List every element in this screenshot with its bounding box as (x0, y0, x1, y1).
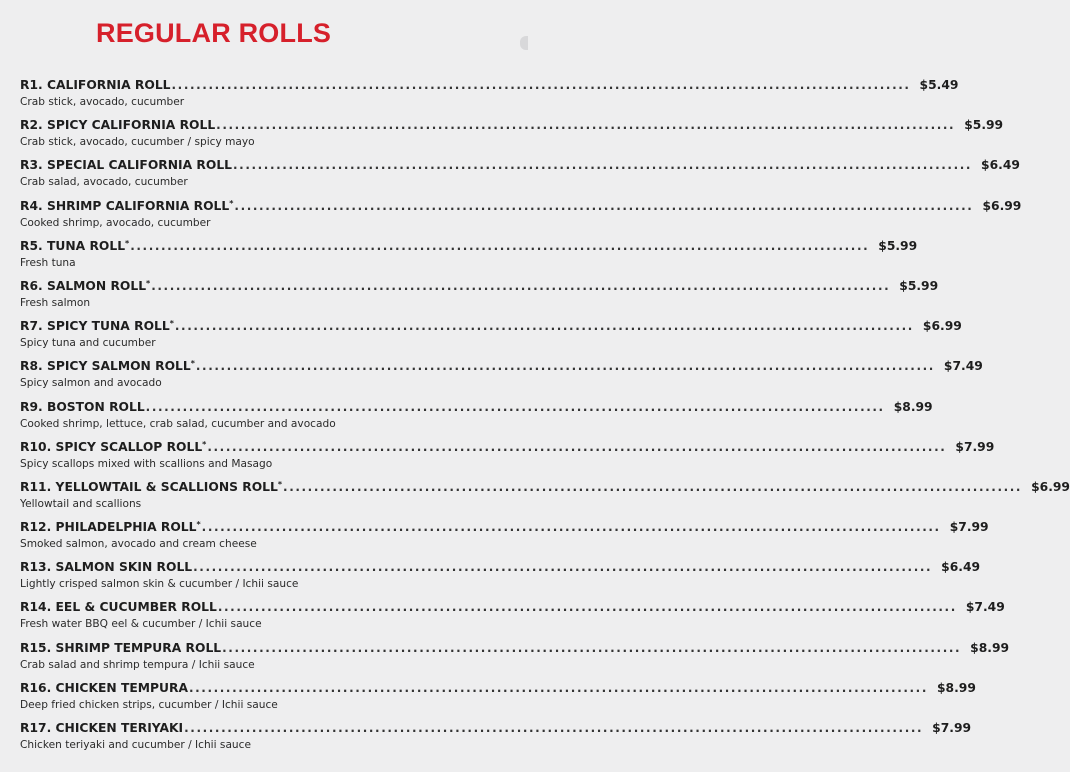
dot-leader: ........................................................................................................................ (207, 439, 947, 454)
item-price: $7.49 (965, 600, 1005, 615)
item-description: Deep fried chicken strips, cucumber / Ichii sauce (20, 698, 278, 711)
menu-item-row (20, 319, 962, 337)
dot-leader: ........................................................................................................................ (201, 520, 941, 535)
item-name-text: R15. SHRIMP TEMPURA ROLL (20, 640, 222, 655)
menu-item-row (20, 278, 939, 297)
menu-item-row (20, 721, 972, 739)
menu-item-row (20, 479, 1070, 498)
menu-item (20, 520, 989, 560)
item-name (20, 600, 217, 614)
menu-list (20, 78, 1070, 761)
dot-leader: ........................................................................................................................ (145, 399, 885, 414)
raw-indicator: * (146, 278, 151, 288)
menu-item (20, 479, 1070, 520)
item-price: $5.99 (964, 118, 1004, 133)
item-description: Crab stick, avocado, cucumber / spicy mayo (20, 136, 255, 149)
item-price: $6.99 (922, 319, 962, 334)
raw-indicator: * (190, 359, 195, 369)
item-description: Chicken teriyaki and cucumber / Ichii sauce (20, 739, 251, 751)
menu-item-row (20, 560, 981, 578)
menu-item (20, 721, 972, 761)
menu-item-row (20, 439, 995, 458)
menu-item (20, 399, 933, 440)
raw-indicator: * (169, 319, 174, 329)
dot-leader: ........................................................................................................................ (151, 278, 891, 293)
item-description: Spicy tuna and cucumber (20, 337, 156, 350)
menu-item-row (20, 600, 1005, 618)
dot-leader: ........................................................................................................................ (217, 600, 957, 615)
item-description: Crab stick, avocado, cucumber (20, 96, 185, 108)
menu-item (20, 278, 939, 319)
item-name (20, 520, 201, 534)
page-title: REGULAR ROLLS (96, 18, 332, 48)
menu-item (20, 600, 1005, 640)
item-name (20, 78, 171, 92)
item-description: Smoked salmon, avocado and cream cheese (20, 538, 257, 551)
menu-item (20, 78, 959, 118)
item-description: Fresh water BBQ eel & cucumber / Ichii sauce (20, 618, 262, 631)
item-name (20, 400, 145, 414)
dot-leader: ........................................................................................................................ (234, 198, 974, 213)
item-price: $8.99 (893, 399, 933, 414)
dot-leader: ........................................................................................................................ (233, 158, 973, 173)
item-description: Crab salad, avocado, cucumber (20, 176, 188, 189)
raw-indicator: * (202, 439, 207, 449)
item-name (20, 279, 150, 293)
item-name-text: R10. SPICY SCALLOP ROLL (20, 439, 203, 454)
item-description: Spicy salmon and avocado (20, 377, 162, 390)
item-name (20, 641, 221, 655)
item-price: $7.99 (949, 520, 989, 535)
menu-item (20, 680, 976, 721)
menu-item-row (20, 399, 933, 418)
item-name-text: R14. EEL & CUCUMBER ROLL (20, 600, 217, 615)
item-description: Cooked shrimp, avocado, cucumber (20, 216, 211, 229)
menu-item (20, 319, 962, 359)
dot-leader: ........................................................................................................................ (195, 359, 935, 374)
item-price: $6.49 (941, 560, 981, 575)
item-price: $6.49 (981, 158, 1020, 173)
item-name (20, 319, 174, 333)
item-price: $6.99 (982, 198, 1022, 213)
dot-leader: ........................................................................................................................ (130, 238, 870, 253)
raw-indicator: * (229, 198, 234, 208)
item-name-text: R1. CALIFORNIA ROLL (20, 78, 171, 92)
item-name-text: R2. SPICY CALIFORNIA ROLL (20, 118, 216, 133)
item-description: Yellowtail and scallions (20, 497, 142, 510)
item-description: Lightly crisped salmon skin & cucumber / Ichii sauce (20, 578, 299, 591)
item-name (20, 118, 215, 132)
menu-item-row (20, 118, 1004, 136)
item-name-text: R12. PHILADELPHIA ROLL (20, 520, 197, 535)
menu-item (20, 359, 983, 399)
menu-item-row (20, 640, 1010, 659)
item-name (20, 199, 233, 213)
menu-item-row (20, 158, 1020, 176)
item-name (20, 440, 206, 454)
item-name-text: R3. SPECIAL CALIFORNIA ROLL (20, 158, 233, 173)
item-name-text: R13. SALMON SKIN ROLL (20, 560, 193, 575)
item-name (20, 480, 282, 494)
raw-indicator: * (277, 479, 283, 489)
dot-leader: ........................................................................................................................ (188, 680, 928, 695)
menu-item-row (20, 238, 918, 257)
item-price: $8.99 (970, 640, 1010, 655)
menu-item-row (20, 78, 959, 96)
raw-indicator: * (196, 520, 201, 530)
item-name-text: R17. CHICKEN TERIYAKI (20, 721, 184, 735)
dot-leader: ........................................................................................................................ (171, 78, 911, 92)
item-name-text: R8. SPICY SALMON ROLL (20, 359, 191, 374)
dot-leader: ........................................................................................................................ (184, 721, 924, 735)
menu-item (20, 198, 1022, 239)
item-price: $6.99 (1031, 479, 1070, 494)
menu-item (20, 118, 1004, 158)
item-price: $7.99 (932, 721, 972, 735)
item-price: $5.99 (899, 278, 939, 293)
item-description: Cooked shrimp, lettuce, crab salad, cucumber and avocado (20, 417, 336, 430)
item-price: $5.99 (878, 238, 918, 253)
item-name (20, 239, 129, 253)
item-description: Spicy scallops mixed with scallions and Masago (20, 457, 273, 470)
menu-item (20, 560, 981, 600)
menu-item (20, 238, 918, 279)
item-price: $7.49 (943, 359, 983, 374)
item-description: Fresh tuna (20, 256, 76, 269)
item-price: $7.99 (955, 439, 995, 454)
item-name (20, 681, 188, 695)
item-name (20, 560, 192, 574)
menu-item (20, 640, 1010, 681)
item-name-text: R9. BOSTON ROLL (20, 399, 145, 414)
dot-leader: ........................................................................................................................ (193, 560, 933, 575)
menu-item-row (20, 680, 976, 699)
edge-tab (520, 36, 528, 50)
item-name-text: R6. SALMON ROLL (20, 278, 147, 293)
dot-leader: ........................................................................................................................ (174, 319, 914, 334)
item-name (20, 721, 183, 735)
item-price: $5.49 (919, 78, 959, 92)
menu-item-row (20, 520, 989, 538)
menu-item (20, 439, 995, 480)
menu-item-row (20, 359, 983, 377)
item-name (20, 158, 232, 172)
dot-leader: ........................................................................................................................ (216, 118, 956, 133)
item-name-text: R5. TUNA ROLL (20, 238, 126, 253)
dot-leader: ........................................................................................................................ (222, 640, 962, 655)
item-name (20, 359, 195, 373)
item-description: Crab salad and shrimp tempura / Ichii sauce (20, 658, 255, 671)
menu-item-row (20, 198, 1022, 217)
raw-indicator: * (125, 238, 130, 248)
item-name-text: R7. SPICY TUNA ROLL (20, 319, 170, 334)
item-name-text: R4. SHRIMP CALIFORNIA ROLL (20, 198, 230, 213)
item-name-text: R16. CHICKEN TEMPURA (20, 680, 188, 695)
item-name-text: R11. YELLOWTAIL & SCALLIONS ROLL (20, 479, 278, 494)
item-description: Fresh salmon (20, 296, 91, 309)
item-price: $8.99 (937, 680, 976, 695)
dot-leader: ........................................................................................................................ (283, 479, 1023, 494)
menu-item (20, 158, 1020, 198)
